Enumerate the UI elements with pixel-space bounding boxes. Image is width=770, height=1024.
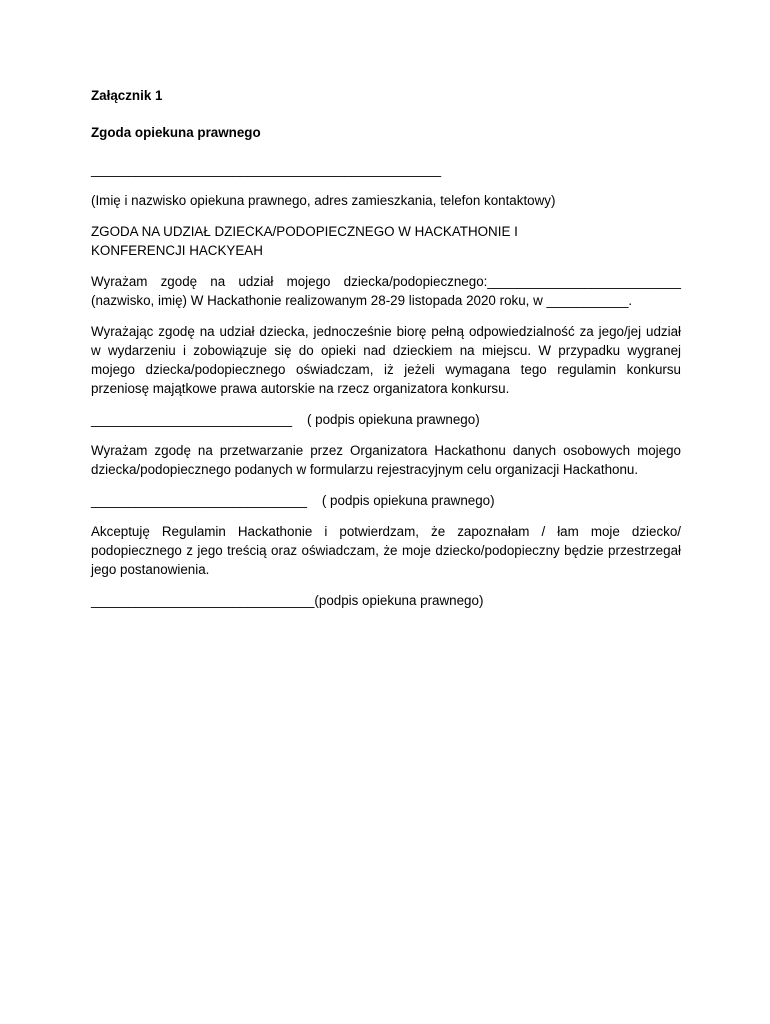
responsibility-paragraph: Wyrażając zgodę na udział dziecka, jednocześnie biorę pełną odpowiedzialność za jego/jej udział w wydarzeniu i zobowiązuje się do opieki nad dzieckiem na miejscu. W przypadku wygranej mojego dziecka/podopiecznego oświadczam, iż jeżeli wymagana tego regulamin konkursu przeniosę majątkowe prawa autorskie na rzecz organizatora konkursu. (91, 324, 681, 396)
signature-line-2 (91, 491, 681, 510)
annex-title: Załącznik 1 (91, 88, 163, 103)
guardian-details-blank[interactable]: _______________________________________________ (91, 162, 442, 177)
signature-2-blank[interactable]: _____________________________ (91, 493, 307, 508)
consent-heading-line1: ZGODA NA UDZIAŁ DZIECKA/PODOPIECZNEGO W HACKATHONIE I (91, 224, 518, 239)
signature-line-3 (91, 591, 681, 610)
consent-heading-line2: KONFERENCJI HACKYEAH (91, 243, 263, 258)
participation-line1: Wyrażam zgodę na udział mojego dziecka/podopiecznego:__________________________ (91, 274, 681, 289)
signature-3-blank[interactable]: ______________________________ (91, 593, 315, 608)
consent-document (91, 86, 681, 610)
regulations-paragraph: Akceptuję Regulamin Hackathonie i potwierdzam, że zapoznałam / łam moje dziecko/ podopiecznego z jego treścią oraz oświadczam, że moje dziecko/podopieczny będzie przestrzegał jego postanowienia. (91, 524, 681, 577)
participation-line2: (nazwisko, imię) W Hackathonie realizowanym 28-29 listopada 2020 roku, w ___________. (91, 293, 633, 308)
consent-title: Zgoda opiekuna prawnego (91, 125, 261, 140)
signature-3-label: (podpis opiekuna prawnego) (314, 593, 484, 608)
signature-1-blank[interactable]: ___________________________ (91, 412, 293, 427)
guardian-details-caption: (Imię i nazwisko opiekuna prawnego, adres zamieszkania, telefon kontaktowy) (91, 193, 556, 208)
signature-1-label: ( podpis opiekuna prawnego) (292, 412, 480, 427)
signature-2-label: ( podpis opiekuna prawnego) (306, 493, 495, 508)
data-processing-paragraph: Wyrażam zgodę na przetwarzanie przez Organizatora Hackathonu danych osobowych mojego dziecka/podopiecznego podanych w formularzu rejestracyjnym celu organizacji Hackathonu. (91, 443, 681, 477)
signature-line-1 (91, 410, 681, 429)
